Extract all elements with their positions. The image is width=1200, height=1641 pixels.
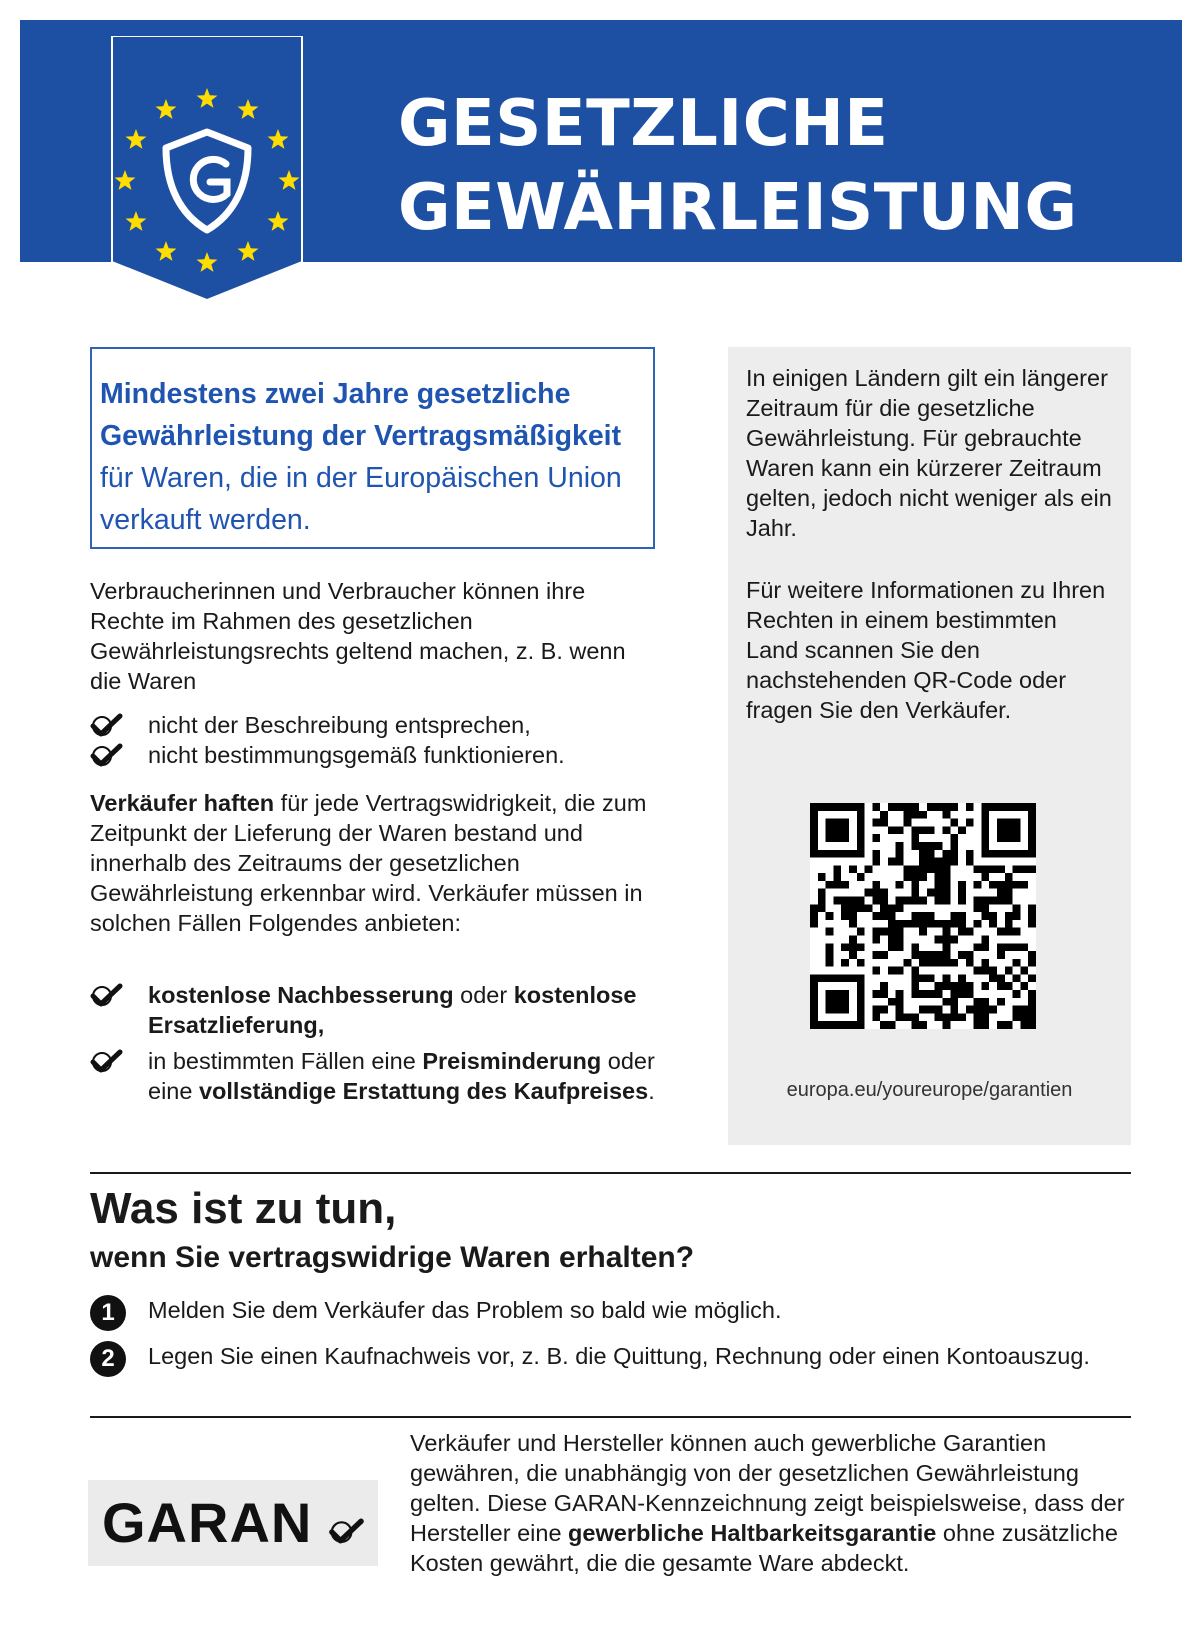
info-box xyxy=(728,347,1131,1145)
header-banner xyxy=(20,20,1182,262)
remedy-text: in bestimmten Fällen eine xyxy=(148,1048,423,1074)
highlight-box xyxy=(90,347,655,549)
check-icon xyxy=(328,1518,366,1544)
highlight-text: für Waren, die in der Europäischen Union verkauft werden. xyxy=(100,462,622,536)
step-number-badge: 1 xyxy=(90,1295,126,1331)
qr-url: europa.eu/youreurope/garantien xyxy=(786,1079,1073,1101)
garan-description xyxy=(410,1428,1130,1578)
list-item xyxy=(90,710,660,740)
step-number-badge: 2 xyxy=(90,1341,126,1377)
eu-shield-g-icon xyxy=(108,36,306,302)
check-icon xyxy=(90,743,124,767)
remedy-bold: kostenlose Ersatzlieferung, xyxy=(148,982,637,1038)
remedy-text: oder xyxy=(453,982,514,1008)
list-item xyxy=(90,740,660,770)
info-paragraph-1: In einigen Ländern gilt ein längerer Zeitraum für die gesetzliche Gewährleistung. Für gebrauchte Waren kann ein kürzerer Zeitraum gelten, jedoch nicht weniger als ein Jahr. xyxy=(746,365,1112,541)
step-text: Melden Sie dem Verkäufer das Problem so bald wie möglich. xyxy=(148,1297,782,1323)
condition-text: nicht bestimmungsgemäß funktionieren. xyxy=(148,742,565,768)
remedy-text: oder eine xyxy=(148,1048,655,1104)
step-item xyxy=(90,1295,1130,1325)
divider xyxy=(90,1416,1131,1418)
liability-text: für jede Vertragswidrigkeit, die zum Zeitpunkt der Lieferung der Waren bestand und innerhalb des Zeitraums der gesetzlichen Gewährleistung erkennbar wird. Verkäufer müssen in solchen Fällen Folgendes anbieten: xyxy=(90,790,647,936)
info-paragraph-2: Für weitere Informationen zu Ihren Rechten in einem bestimmten Land scannen Sie den nachstehenden QR-Code oder fragen Sie den Verkäufer. xyxy=(746,577,1106,723)
qr-code[interactable] xyxy=(810,803,1036,1029)
list-item xyxy=(90,980,660,1040)
steps-subtitle: wenn Sie vertragswidrige Waren erhalten? xyxy=(90,1241,695,1274)
check-icon xyxy=(90,1049,124,1073)
intro-paragraph: Verbraucherinnen und Verbraucher können ihre Rechte im Rahmen des gesetzlichen Gewährleistungsrechts geltend machen, z. B. wenn die Waren xyxy=(90,578,626,694)
page-title-line2: GEWÄHRLEISTUNG xyxy=(398,171,1078,245)
divider xyxy=(90,1172,1131,1174)
steps-title: Was ist zu tun, xyxy=(90,1184,397,1233)
condition-text: nicht der Beschreibung entsprechen, xyxy=(148,712,531,738)
liability-paragraph xyxy=(90,788,660,938)
conditions-list xyxy=(90,710,660,770)
remedy-text: . xyxy=(648,1078,655,1104)
check-icon xyxy=(90,713,124,737)
garan-desc-text: ohne zusätzliche Kosten gewährt, die die gesamte Ware abdeckt. xyxy=(410,1520,1118,1576)
page-title xyxy=(398,82,1077,250)
garan-logo xyxy=(88,1480,378,1566)
liability-bold: Verkäufer haften xyxy=(90,790,275,816)
steps-list xyxy=(90,1295,1130,1387)
garan-logo-text: GARAN xyxy=(102,1491,313,1554)
list-item xyxy=(90,1046,660,1106)
check-icon xyxy=(90,983,124,1007)
remedy-bold: Preisminderung xyxy=(422,1048,602,1074)
step-item xyxy=(90,1341,1130,1371)
garan-desc-text: Verkäufer und Hersteller können auch gewerbliche Garantien gewähren, die unabhängig von der gesetzlichen Gewährleistung gelten. Diese GARAN-Kennzeichnung zeigt beispielsweise, dass der Hersteller eine xyxy=(410,1430,1125,1546)
page-title-line1: GESETZLICHE xyxy=(398,87,889,161)
remedies-list xyxy=(90,980,660,1112)
garan-desc-bold: gewerbliche Haltbarkeitsgarantie xyxy=(568,1520,937,1546)
remedy-bold: vollständige Erstattung des Kaufpreises xyxy=(198,1078,649,1104)
highlight-bold-text: Mindestens zwei Jahre gesetzliche Gewährleistung der Vertragsmäßigkeit xyxy=(100,378,622,452)
remedy-bold: kostenlose Nachbesserung xyxy=(148,982,454,1008)
step-text: Legen Sie einen Kaufnachweis vor, z. B. die Quittung, Rechnung oder einen Kontoauszug. xyxy=(148,1343,1090,1369)
